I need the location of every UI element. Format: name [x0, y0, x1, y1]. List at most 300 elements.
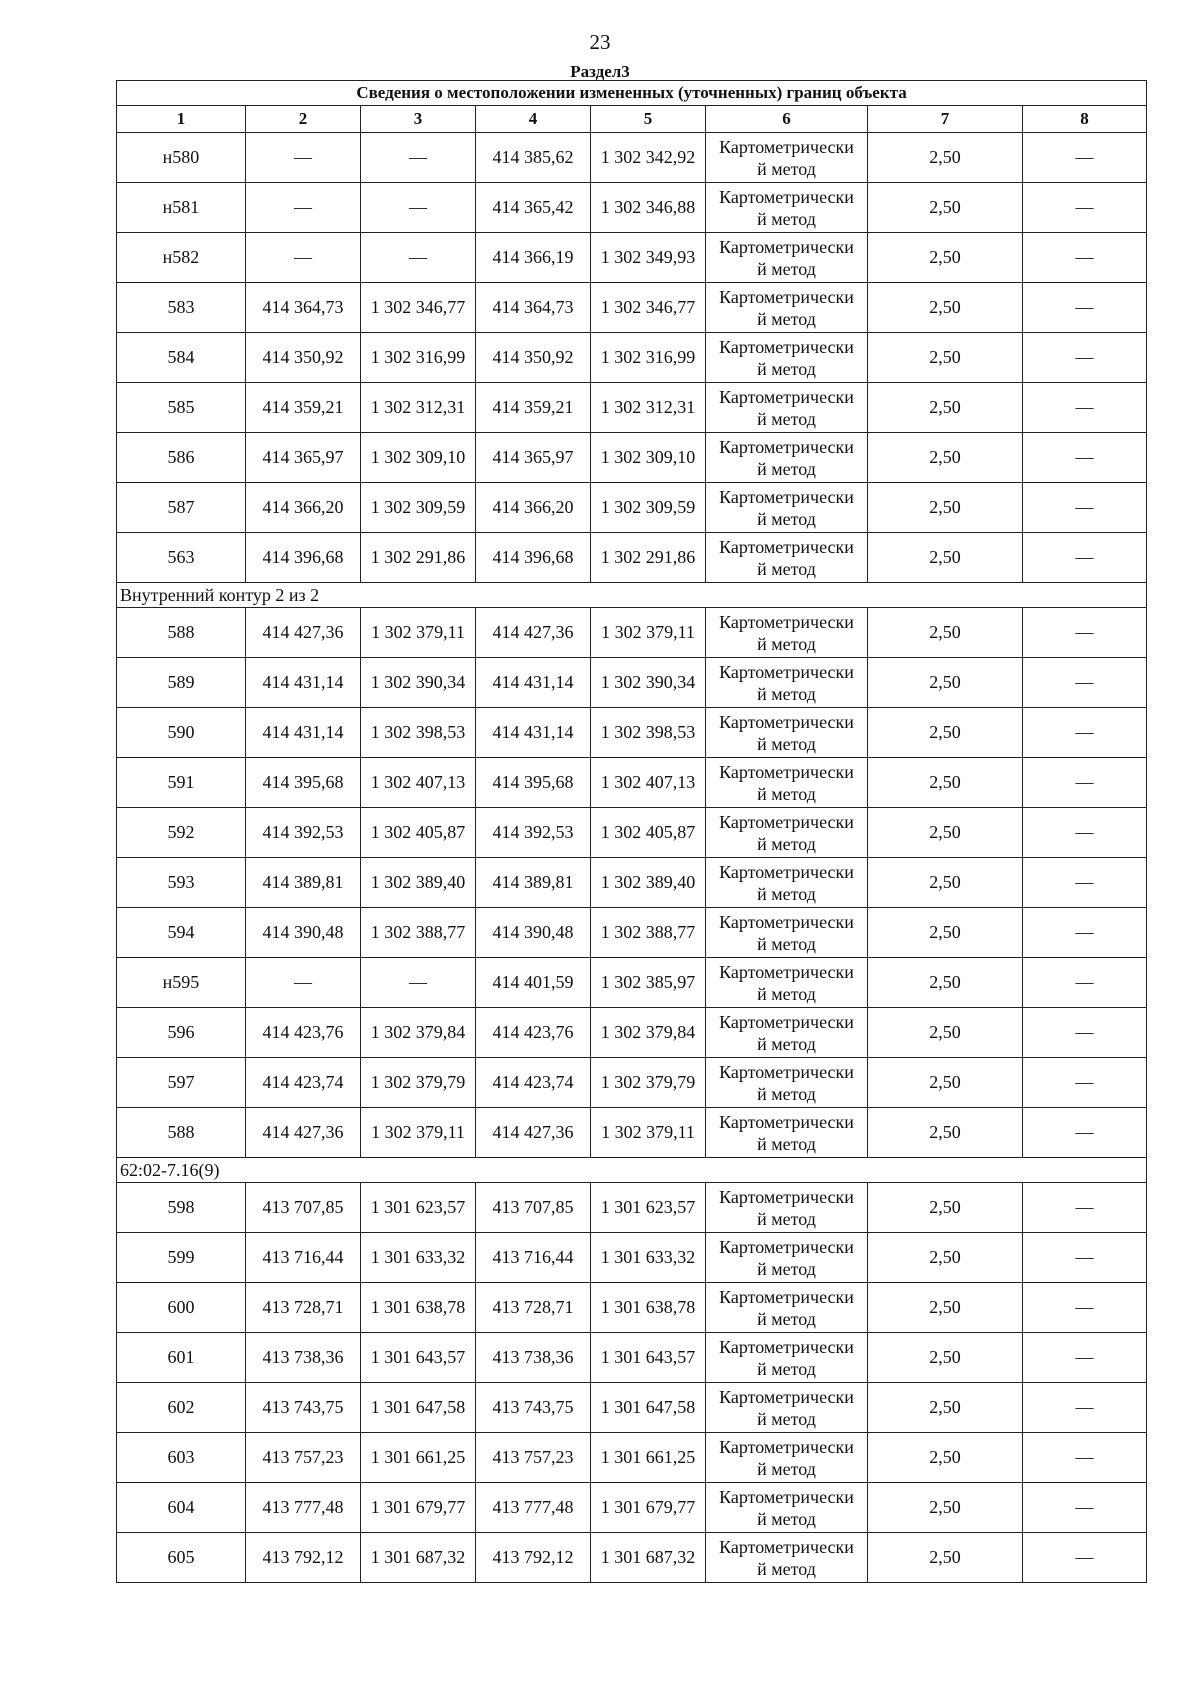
method-text-line: й метод	[757, 1083, 816, 1104]
point-number-cell: 605	[117, 1533, 246, 1583]
accuracy-cell: 2,50	[868, 1058, 1023, 1108]
description-cell: —	[1023, 433, 1147, 483]
old-y-cell: 1 302 389,40	[361, 858, 476, 908]
new-y-cell: 1 301 623,57	[591, 1183, 706, 1233]
old-x-cell: —	[246, 233, 361, 283]
new-x-cell: 414 365,97	[476, 433, 591, 483]
old-x-cell: 414 365,97	[246, 433, 361, 483]
accuracy-cell: 2,50	[868, 608, 1023, 658]
new-y-cell: 1 302 291,86	[591, 533, 706, 583]
method-text-line: Картометрически	[719, 1436, 854, 1457]
method-text-line: й метод	[757, 558, 816, 579]
new-x-cell: 413 792,12	[476, 1533, 591, 1583]
description-cell: —	[1023, 1183, 1147, 1233]
table-row	[117, 708, 1147, 758]
old-y-cell: 1 302 398,53	[361, 708, 476, 758]
method-cell	[706, 1183, 868, 1233]
method-text-line: Картометрически	[719, 961, 854, 982]
point-number-cell: 604	[117, 1483, 246, 1533]
new-y-cell: 1 301 643,57	[591, 1333, 706, 1383]
contour-header-row	[117, 1158, 1147, 1183]
old-y-cell: 1 302 388,77	[361, 908, 476, 958]
table-row	[117, 908, 1147, 958]
new-x-cell: 414 385,62	[476, 133, 591, 183]
new-y-cell: 1 302 346,88	[591, 183, 706, 233]
method-text-line: Картометрически	[719, 1536, 854, 1557]
table-row	[117, 658, 1147, 708]
accuracy-cell: 2,50	[868, 858, 1023, 908]
point-number-cell: 597	[117, 1058, 246, 1108]
method-text-line: Картометрически	[719, 1286, 854, 1307]
point-number-cell: 603	[117, 1433, 246, 1483]
accuracy-cell: 2,50	[868, 483, 1023, 533]
method-cell	[706, 283, 868, 333]
accuracy-cell: 2,50	[868, 1383, 1023, 1433]
description-cell: —	[1023, 533, 1147, 583]
new-x-cell: 414 392,53	[476, 808, 591, 858]
column-number: 1	[117, 106, 246, 133]
description-cell: —	[1023, 908, 1147, 958]
method-text-line: й метод	[757, 1208, 816, 1229]
new-x-cell: 414 427,36	[476, 1108, 591, 1158]
point-number-cell: 583	[117, 283, 246, 333]
method-text-line: й метод	[757, 783, 816, 804]
accuracy-cell: 2,50	[868, 383, 1023, 433]
description-cell: —	[1023, 708, 1147, 758]
method-text-line: Картометрически	[719, 486, 854, 507]
table-row	[117, 433, 1147, 483]
new-y-cell: 1 302 312,31	[591, 383, 706, 433]
old-y-cell: 1 302 312,31	[361, 383, 476, 433]
table-row	[117, 1233, 1147, 1283]
old-y-cell: 1 301 633,32	[361, 1233, 476, 1283]
column-number: 5	[591, 106, 706, 133]
point-number-cell: 591	[117, 758, 246, 808]
old-x-cell: 414 366,20	[246, 483, 361, 533]
table-row	[117, 1483, 1147, 1533]
method-text-line: й метод	[757, 308, 816, 329]
method-cell	[706, 708, 868, 758]
old-x-cell: 414 389,81	[246, 858, 361, 908]
point-number-cell: 585	[117, 383, 246, 433]
old-y-cell: 1 302 379,11	[361, 608, 476, 658]
new-x-cell: 413 728,71	[476, 1283, 591, 1333]
new-x-cell: 413 777,48	[476, 1483, 591, 1533]
old-y-cell: —	[361, 183, 476, 233]
method-text-line: й метод	[757, 933, 816, 954]
new-x-cell: 414 401,59	[476, 958, 591, 1008]
point-number-cell: н582	[117, 233, 246, 283]
old-x-cell: 414 390,48	[246, 908, 361, 958]
new-y-cell: 1 301 647,58	[591, 1383, 706, 1433]
description-cell: —	[1023, 133, 1147, 183]
contour-header: Внутренний контур 2 из 2	[117, 583, 1147, 608]
accuracy-cell: 2,50	[868, 533, 1023, 583]
table-row	[117, 533, 1147, 583]
new-y-cell: 1 301 687,32	[591, 1533, 706, 1583]
accuracy-cell: 2,50	[868, 433, 1023, 483]
method-text-line: й метод	[757, 1258, 816, 1279]
table-row	[117, 233, 1147, 283]
old-x-cell: 414 364,73	[246, 283, 361, 333]
new-y-cell: 1 302 405,87	[591, 808, 706, 858]
accuracy-cell: 2,50	[868, 1183, 1023, 1233]
method-cell	[706, 433, 868, 483]
method-text-line: Картометрически	[719, 811, 854, 832]
method-text-line: Картометрически	[719, 911, 854, 932]
table-row	[117, 1283, 1147, 1333]
table-row	[117, 133, 1147, 183]
new-x-cell: 414 366,20	[476, 483, 591, 533]
new-y-cell: 1 302 342,92	[591, 133, 706, 183]
table-row	[117, 1008, 1147, 1058]
method-text-line: й метод	[757, 683, 816, 704]
method-text-line: Картометрически	[719, 1111, 854, 1132]
old-x-cell: 413 757,23	[246, 1433, 361, 1483]
method-text-line: й метод	[757, 1133, 816, 1154]
point-number-cell: 601	[117, 1333, 246, 1383]
description-cell: —	[1023, 183, 1147, 233]
method-cell	[706, 858, 868, 908]
new-x-cell: 414 423,76	[476, 1008, 591, 1058]
method-text-line: й метод	[757, 408, 816, 429]
old-y-cell: 1 302 379,11	[361, 1108, 476, 1158]
method-cell	[706, 908, 868, 958]
table-row	[117, 333, 1147, 383]
description-cell: —	[1023, 1433, 1147, 1483]
method-text-line: й метод	[757, 633, 816, 654]
new-y-cell: 1 301 661,25	[591, 1433, 706, 1483]
point-number-cell: н580	[117, 133, 246, 183]
point-number-cell: 596	[117, 1008, 246, 1058]
point-number-cell: 588	[117, 608, 246, 658]
old-y-cell: 1 302 309,10	[361, 433, 476, 483]
table-row	[117, 483, 1147, 533]
old-x-cell: 413 738,36	[246, 1333, 361, 1383]
new-y-cell: 1 302 349,93	[591, 233, 706, 283]
new-x-cell: 413 716,44	[476, 1233, 591, 1283]
method-text-line: й метод	[757, 358, 816, 379]
contour-header-row	[117, 583, 1147, 608]
accuracy-cell: 2,50	[868, 708, 1023, 758]
accuracy-cell: 2,50	[868, 1433, 1023, 1483]
point-number-cell: 586	[117, 433, 246, 483]
method-text-line: Картометрически	[719, 661, 854, 682]
method-text-line: й метод	[757, 258, 816, 279]
description-cell: —	[1023, 1233, 1147, 1283]
old-x-cell: 413 792,12	[246, 1533, 361, 1583]
description-cell: —	[1023, 1533, 1147, 1583]
new-x-cell: 414 359,21	[476, 383, 591, 433]
old-x-cell: 414 431,14	[246, 708, 361, 758]
description-cell: —	[1023, 383, 1147, 433]
new-x-cell: 413 707,85	[476, 1183, 591, 1233]
method-text-line: Картометрически	[719, 1336, 854, 1357]
point-number-cell: 600	[117, 1283, 246, 1333]
description-cell: —	[1023, 483, 1147, 533]
point-number-cell: 593	[117, 858, 246, 908]
point-number-cell: 590	[117, 708, 246, 758]
accuracy-cell: 2,50	[868, 658, 1023, 708]
accuracy-cell: 2,50	[868, 1108, 1023, 1158]
old-y-cell: —	[361, 133, 476, 183]
method-text-line: Картометрически	[719, 1011, 854, 1032]
description-cell: —	[1023, 233, 1147, 283]
table-row	[117, 958, 1147, 1008]
description-cell: —	[1023, 1108, 1147, 1158]
method-cell	[706, 1233, 868, 1283]
method-text-line: Картометрически	[719, 711, 854, 732]
table-row	[117, 283, 1147, 333]
table-row	[117, 758, 1147, 808]
point-number-cell: 584	[117, 333, 246, 383]
point-number-cell: 588	[117, 1108, 246, 1158]
method-text-line: Картометрически	[719, 1061, 854, 1082]
new-x-cell: 413 743,75	[476, 1383, 591, 1433]
method-text-line: Картометрически	[719, 536, 854, 557]
column-number: 6	[706, 106, 868, 133]
method-text-line: й метод	[757, 208, 816, 229]
contour-header: 62:02-7.16(9)	[117, 1158, 1147, 1183]
method-text-line: й метод	[757, 733, 816, 754]
old-y-cell: 1 301 623,57	[361, 1183, 476, 1233]
new-x-cell: 414 389,81	[476, 858, 591, 908]
new-y-cell: 1 302 379,11	[591, 1108, 706, 1158]
method-cell	[706, 1433, 868, 1483]
method-text-line: Картометрически	[719, 761, 854, 782]
method-text-line: й метод	[757, 1558, 816, 1579]
method-text-line: Картометрически	[719, 136, 854, 157]
method-text-line: й метод	[757, 833, 816, 854]
new-y-cell: 1 302 316,99	[591, 333, 706, 383]
old-y-cell: 1 301 638,78	[361, 1283, 476, 1333]
old-x-cell: 414 431,14	[246, 658, 361, 708]
method-cell	[706, 1333, 868, 1383]
old-y-cell: 1 302 379,84	[361, 1008, 476, 1058]
old-y-cell: 1 302 379,79	[361, 1058, 476, 1108]
point-number-cell: 602	[117, 1383, 246, 1433]
method-text-line: й метод	[757, 1508, 816, 1529]
new-y-cell: 1 302 389,40	[591, 858, 706, 908]
new-y-cell: 1 302 398,53	[591, 708, 706, 758]
method-cell	[706, 183, 868, 233]
old-x-cell: 413 743,75	[246, 1383, 361, 1433]
old-x-cell: —	[246, 958, 361, 1008]
old-x-cell: 414 423,74	[246, 1058, 361, 1108]
old-x-cell: —	[246, 183, 361, 233]
old-y-cell: 1 302 346,77	[361, 283, 476, 333]
description-cell: —	[1023, 608, 1147, 658]
table-row	[117, 858, 1147, 908]
accuracy-cell: 2,50	[868, 1533, 1023, 1583]
accuracy-cell: 2,50	[868, 758, 1023, 808]
point-number-cell: 598	[117, 1183, 246, 1233]
old-y-cell: 1 302 407,13	[361, 758, 476, 808]
old-y-cell: 1 302 309,59	[361, 483, 476, 533]
method-text-line: й метод	[757, 883, 816, 904]
new-y-cell: 1 302 388,77	[591, 908, 706, 958]
method-cell	[706, 383, 868, 433]
new-x-cell: 414 423,74	[476, 1058, 591, 1108]
description-cell: —	[1023, 758, 1147, 808]
old-x-cell: —	[246, 133, 361, 183]
accuracy-cell: 2,50	[868, 133, 1023, 183]
method-text-line: Картометрически	[719, 386, 854, 407]
method-text-line: й метод	[757, 1458, 816, 1479]
method-cell	[706, 1283, 868, 1333]
new-y-cell: 1 302 390,34	[591, 658, 706, 708]
method-cell	[706, 483, 868, 533]
point-number-cell: 587	[117, 483, 246, 533]
column-number: 3	[361, 106, 476, 133]
column-number-row	[117, 106, 1147, 133]
new-x-cell: 414 395,68	[476, 758, 591, 808]
method-text-line: Картометрически	[719, 436, 854, 457]
accuracy-cell: 2,50	[868, 958, 1023, 1008]
method-cell	[706, 1008, 868, 1058]
method-text-line: Картометрически	[719, 1186, 854, 1207]
method-text-line: й метод	[757, 158, 816, 179]
old-x-cell: 414 359,21	[246, 383, 361, 433]
old-x-cell: 414 423,76	[246, 1008, 361, 1058]
new-y-cell: 1 302 379,11	[591, 608, 706, 658]
table-caption-row	[117, 81, 1147, 106]
description-cell: —	[1023, 1283, 1147, 1333]
method-cell	[706, 133, 868, 183]
table-row	[117, 1333, 1147, 1383]
new-y-cell: 1 302 309,10	[591, 433, 706, 483]
description-cell: —	[1023, 658, 1147, 708]
description-cell: —	[1023, 1383, 1147, 1433]
old-y-cell: 1 302 405,87	[361, 808, 476, 858]
page-number: 23	[589, 30, 611, 54]
method-text-line: Картометрически	[719, 236, 854, 257]
table-caption: Сведения о местоположении измененных (уточненных) границ объекта	[117, 81, 1147, 106]
column-number: 2	[246, 106, 361, 133]
new-x-cell: 414 364,73	[476, 283, 591, 333]
new-x-cell: 414 365,42	[476, 183, 591, 233]
new-x-cell: 414 350,92	[476, 333, 591, 383]
method-text-line: Картометрически	[719, 1236, 854, 1257]
old-y-cell: 1 301 679,77	[361, 1483, 476, 1533]
new-y-cell: 1 302 379,84	[591, 1008, 706, 1058]
old-y-cell: 1 301 687,32	[361, 1533, 476, 1583]
table-row	[117, 1383, 1147, 1433]
table-body	[117, 81, 1147, 1583]
point-number-cell: 563	[117, 533, 246, 583]
new-y-cell: 1 301 638,78	[591, 1283, 706, 1333]
old-x-cell: 413 777,48	[246, 1483, 361, 1533]
point-number-cell: н581	[117, 183, 246, 233]
point-number-cell: 599	[117, 1233, 246, 1283]
method-cell	[706, 333, 868, 383]
new-y-cell: 1 301 633,32	[591, 1233, 706, 1283]
method-text-line: Картометрически	[719, 1386, 854, 1407]
table-row	[117, 1183, 1147, 1233]
coordinates-table	[116, 80, 1147, 1583]
method-cell	[706, 608, 868, 658]
table-row	[117, 808, 1147, 858]
description-cell: —	[1023, 283, 1147, 333]
new-y-cell: 1 302 385,97	[591, 958, 706, 1008]
old-y-cell: 1 302 390,34	[361, 658, 476, 708]
new-x-cell: 413 738,36	[476, 1333, 591, 1383]
method-text-line: Картометрически	[719, 336, 854, 357]
point-number-cell: 589	[117, 658, 246, 708]
old-x-cell: 414 427,36	[246, 608, 361, 658]
accuracy-cell: 2,50	[868, 1008, 1023, 1058]
method-text-line: й метод	[757, 1033, 816, 1054]
accuracy-cell: 2,50	[868, 183, 1023, 233]
description-cell: —	[1023, 1483, 1147, 1533]
old-y-cell: 1 302 316,99	[361, 333, 476, 383]
old-x-cell: 414 395,68	[246, 758, 361, 808]
accuracy-cell: 2,50	[868, 808, 1023, 858]
old-y-cell: —	[361, 233, 476, 283]
accuracy-cell: 2,50	[868, 1283, 1023, 1333]
description-cell: —	[1023, 1058, 1147, 1108]
old-x-cell: 413 707,85	[246, 1183, 361, 1233]
table-row	[117, 608, 1147, 658]
accuracy-cell: 2,50	[868, 1483, 1023, 1533]
column-number: 8	[1023, 106, 1147, 133]
description-cell: —	[1023, 333, 1147, 383]
description-cell: —	[1023, 1008, 1147, 1058]
description-cell: —	[1023, 808, 1147, 858]
old-x-cell: 414 350,92	[246, 333, 361, 383]
column-number: 7	[868, 106, 1023, 133]
accuracy-cell: 2,50	[868, 1233, 1023, 1283]
new-y-cell: 1 302 379,79	[591, 1058, 706, 1108]
new-y-cell: 1 302 407,13	[591, 758, 706, 808]
method-cell	[706, 1483, 868, 1533]
table-row	[117, 1533, 1147, 1583]
method-cell	[706, 658, 868, 708]
old-x-cell: 414 427,36	[246, 1108, 361, 1158]
method-text-line: Картометрически	[719, 186, 854, 207]
method-cell	[706, 1108, 868, 1158]
accuracy-cell: 2,50	[868, 283, 1023, 333]
new-x-cell: 414 427,36	[476, 608, 591, 658]
method-text-line: Картометрически	[719, 611, 854, 632]
method-text-line: й метод	[757, 1308, 816, 1329]
new-x-cell: 414 366,19	[476, 233, 591, 283]
point-number-cell: н595	[117, 958, 246, 1008]
method-text-line: Картометрически	[719, 286, 854, 307]
table-row	[117, 383, 1147, 433]
table-row	[117, 183, 1147, 233]
method-cell	[706, 533, 868, 583]
new-y-cell: 1 302 346,77	[591, 283, 706, 333]
method-text-line: й метод	[757, 508, 816, 529]
point-number-cell: 594	[117, 908, 246, 958]
old-y-cell: 1 301 661,25	[361, 1433, 476, 1483]
table-row	[117, 1058, 1147, 1108]
new-x-cell: 414 431,14	[476, 708, 591, 758]
table-row	[117, 1108, 1147, 1158]
old-x-cell: 414 396,68	[246, 533, 361, 583]
method-text-line: Картометрически	[719, 861, 854, 882]
section-title: Раздел3	[570, 62, 630, 81]
new-y-cell: 1 302 309,59	[591, 483, 706, 533]
description-cell: —	[1023, 958, 1147, 1008]
old-x-cell: 414 392,53	[246, 808, 361, 858]
description-cell: —	[1023, 858, 1147, 908]
method-text-line: й метод	[757, 1358, 816, 1379]
old-y-cell: 1 302 291,86	[361, 533, 476, 583]
column-number: 4	[476, 106, 591, 133]
point-number-cell: 592	[117, 808, 246, 858]
